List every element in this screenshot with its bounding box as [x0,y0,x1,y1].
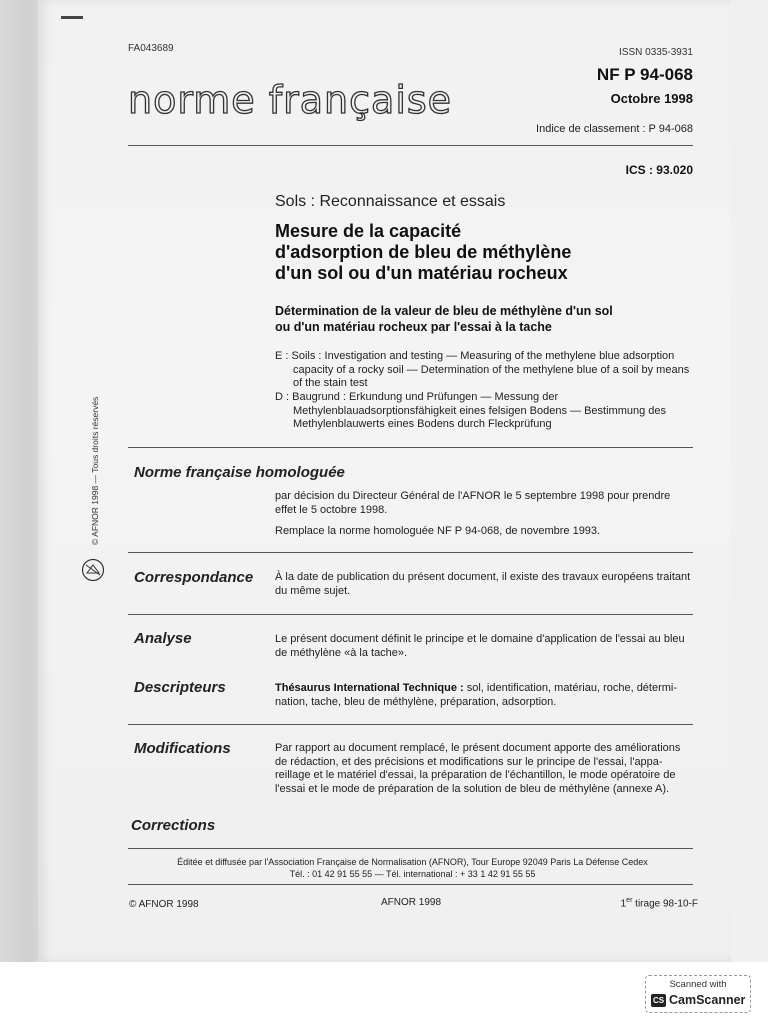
title-line: d'adsorption de bleu de méthylène [275,242,572,262]
body-line: de méthylène «à la tache». [275,646,408,659]
norm-date: Octobre 1998 [610,91,693,106]
translation-line: D : Baugrund : Erkundung und Prüfungen — Messung der [275,391,559,403]
subtitle [275,303,613,335]
translation-english [275,350,689,391]
body-line: l'essai et le mode de préparation de la solution de bleu de méthylène (annexe A). [275,782,670,795]
publisher-info [130,856,695,880]
heading-homologuee: Norme française homologuée [134,464,345,481]
camscanner-logo-icon: CS [652,996,665,1005]
translation-line: capacity of a rocky soil — Determination of the methylene blue of a soil by means [293,363,690,376]
title-line: Mesure de la capacité [275,221,462,241]
body-line: Par rapport au document remplacé, le présent document apporte des améliorations [275,742,681,754]
body-line: sol, identification, matériau, roche, détermi- [466,682,678,694]
tirage-superscript: er [626,897,633,904]
body-line: Remplace la norme homologuée NF P 94-068, de novembre 1993. [275,525,601,537]
heading-analyse: Analyse [134,630,192,647]
body-correspondance [275,571,705,598]
section-rule [128,614,693,615]
body-homologuee [275,490,705,539]
issn: ISSN 0335-3931 [619,47,693,58]
camscanner-badge [645,975,751,1013]
recycle-seal-icon [81,558,105,582]
heading-descripteurs: Descripteurs [134,679,226,696]
section-rule [128,552,693,553]
tirage-number: 1 [620,898,627,910]
body-line: par décision du Directeur Général de l'AFNOR le 5 septembre 1998 pour prendre [275,490,671,502]
body-line: du même sujet. [275,584,351,597]
translation-line: Methylenblauadsorptionsfähigkeit eines felsigen Bodens — Bestimmung des [293,404,666,417]
header-rule [128,145,693,146]
translation-german [275,391,666,432]
ics-code: ICS : 93.020 [625,163,693,177]
footer-rule [128,884,693,885]
footer-rule [128,848,693,849]
section-rule [128,447,693,448]
thesaurus-label: Thésaurus International Technique : [275,682,464,694]
heading-correspondance: Correspondance [134,569,254,586]
body-line: À la date de publication du présent document, il existe des travaux européens traitant [275,571,691,583]
translation-line: Methylenblauwerts eines Bodens durch Fleckprüfung [293,418,552,430]
publisher-line: Éditée et diffusée par l'Association Française de Normalisation (AFNOR), Tour Europe 92049 Paris La Défense Cedex [177,857,648,867]
heading-corrections: Corrections [131,817,216,834]
rights-reserved-vertical: © AFNOR 1998 — Tous droits réservés [90,396,100,545]
scan-mark [61,16,83,19]
scanned-with-label: Scanned with [669,979,727,990]
series-title: Sols : Reconnaissance et essais [275,193,506,210]
subtitle-line: ou d'un matériau rocheux par l'essai à la tache [275,320,552,334]
footer-center: AFNOR 1998 [381,897,442,908]
heading-modifications: Modifications [134,740,231,757]
subtitle-line: Détermination de la valeur de bleu de méthylène d'un sol [275,304,613,318]
body-line: nation, tache, bleu de méthylène, préparation, adsorption. [275,695,557,708]
footer-tirage [621,897,698,909]
publisher-line: Tél. : 01 42 91 55 55 — Tél. international : + 33 1 42 91 55 55 [289,869,536,879]
norme-francaise-logo: norme française [128,78,453,122]
body-line: effet le 5 octobre 1998. [275,503,388,516]
translation-line: E : Soils : Investigation and testing — Measuring of the methylene blue adsorption [275,350,675,362]
title-line: d'un sol ou d'un matériau rocheux [275,263,568,283]
section-rule [128,724,693,725]
translation-line: of the stain test [293,377,368,389]
body-analyse [275,633,705,660]
indice-classement: Indice de classement : P 94-068 [536,123,693,135]
body-descripteurs [275,682,705,709]
body-line: de rédaction, et des précisions et modifications sur le principe de l'essai, l'appa- [275,755,663,768]
main-title [275,221,571,284]
doc-code: FA043689 [128,43,174,54]
body-modifications [275,742,705,796]
camscanner-name: CamScanner [669,993,746,1007]
body-line: Le présent document définit le principe et le domaine d'application de l'essai au bleu [275,633,685,645]
body-line: reillage et le matériel d'essai, la préparation de l'échantillon, le mode opératoire de [275,769,676,781]
tirage-text: tirage 98-10-F [632,898,698,910]
footer-copyright: © AFNOR 1998 [129,899,199,910]
norm-reference: NF P 94-068 [596,65,693,84]
